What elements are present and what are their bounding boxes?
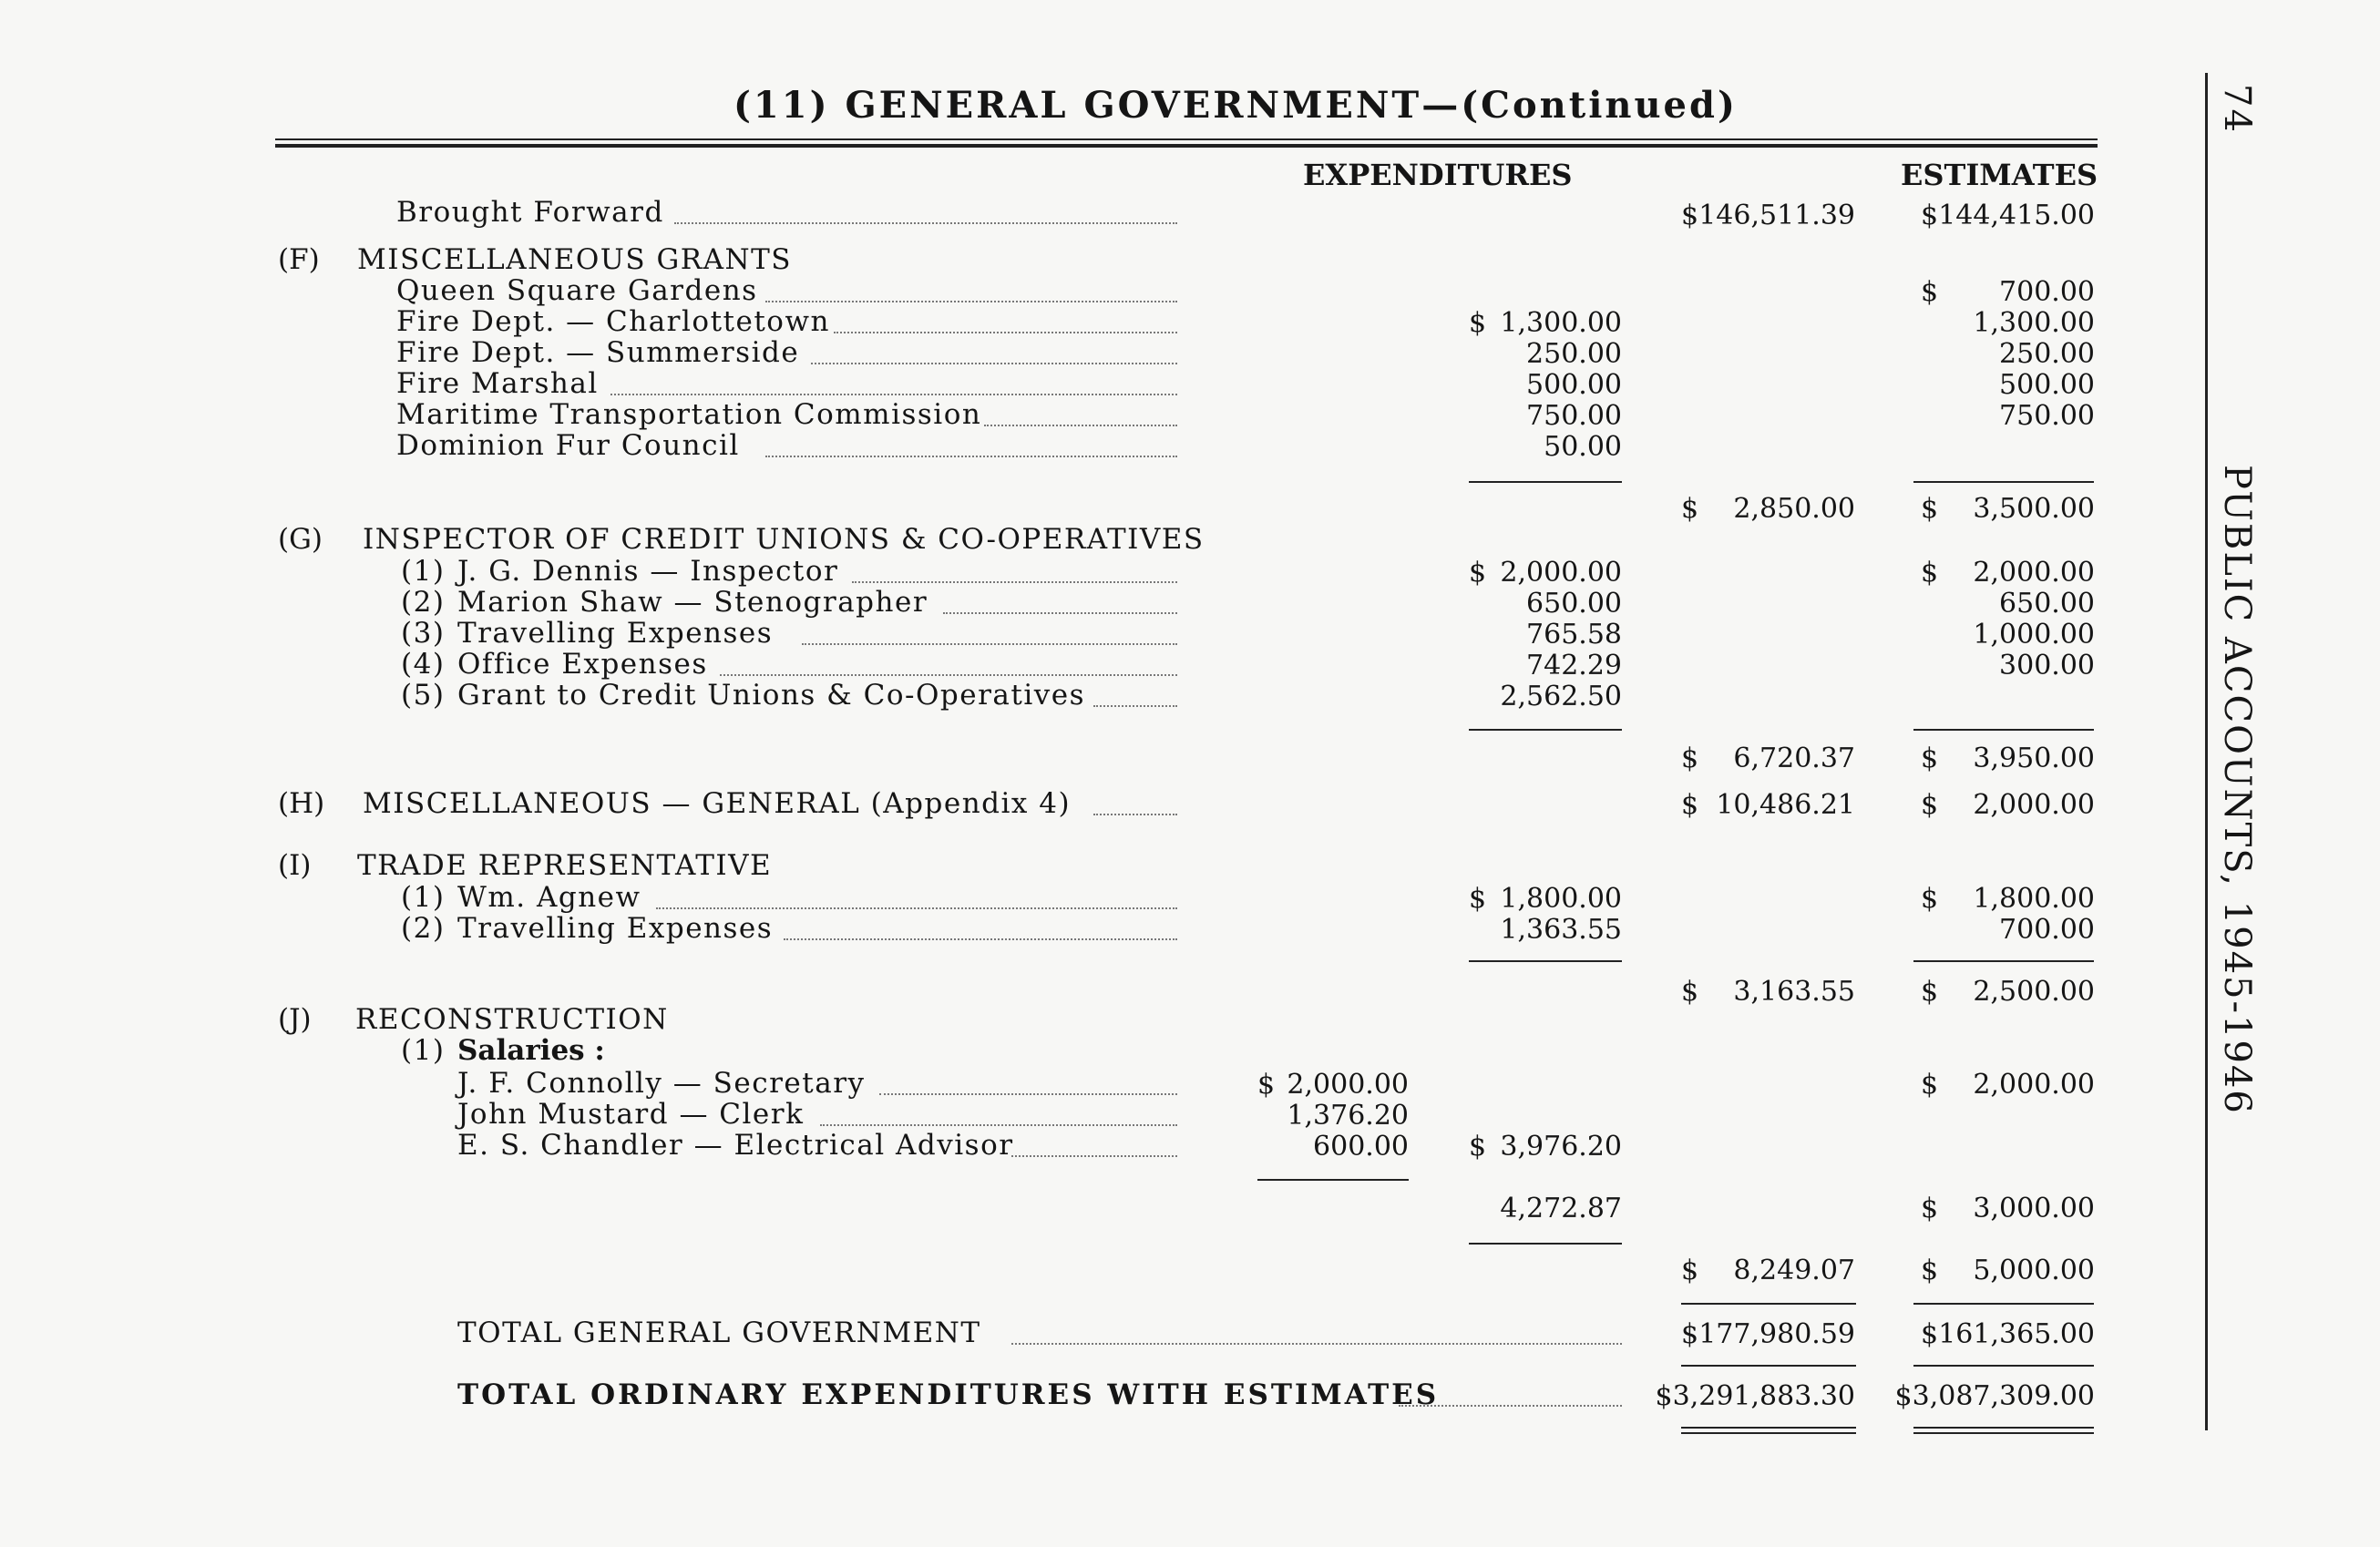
item-detail: 600.00 [1313,1131,1409,1163]
item-amount: 650.00 [1526,588,1622,620]
currency-symbol: $ [1921,1255,1939,1286]
item-estimate: 500.00 [1999,369,2095,401]
leader-dots [674,222,1177,224]
item-estimate: 2,000.00 [1973,1069,2095,1101]
section-estimate-total: 3,950.00 [1973,743,2095,774]
leader-dots [834,332,1177,333]
item-estimate: 700.00 [1999,276,2095,308]
leader-dots [720,674,1177,676]
currency-symbol: $ [1921,557,1939,589]
item-label: J. F. Connolly — Secretary [457,1067,866,1100]
currency-symbol: $ [1921,883,1939,915]
subtotal-rule [1469,729,1622,731]
item-amount: 3,976.20 [1500,1131,1622,1163]
currency-symbol: $ [1469,557,1487,589]
item-amount: 1,363.55 [1500,914,1622,946]
leader-dots [656,907,1177,909]
title-rule-bottom [275,144,2098,148]
item-number: (1) [401,555,446,588]
currency-symbol: $ [1681,1255,1699,1286]
section-heading: MISCELLANEOUS — GENERAL (Appendix 4) [363,787,1072,820]
leader-dots [852,581,1177,583]
side-header: PUBLIC ACCOUNTS, 1945-1946 [2216,465,2258,1115]
currency-symbol: $ [1921,1318,1939,1350]
item-number: (4) [401,648,446,681]
currency-symbol: $ [1257,1069,1276,1101]
currency-symbol: $ [1921,276,1939,308]
leader-dots [784,938,1177,940]
item-label: Queen Square Gardens [396,274,758,307]
leader-dots [1011,1155,1177,1157]
item-label: Fire Dept. — Charlottetown [396,305,830,338]
leader-dots [879,1093,1177,1095]
item-detail: 1,376.20 [1287,1100,1409,1132]
item-detail: 2,000.00 [1287,1069,1409,1101]
section-heading: MISCELLANEOUS GRANTS [357,243,793,276]
leader-dots [820,1124,1177,1126]
subtotal-rule [1913,960,2094,962]
total-rule [1913,1365,2094,1367]
item-estimate: 300.00 [1999,650,2095,681]
currency-symbol: $ [1921,789,1939,821]
section-letter: (I) [278,849,312,882]
section-letter: (G) [278,523,323,556]
item-number: (3) [401,617,446,650]
total-rule [1913,1303,2094,1305]
item-number: (2) [401,586,446,619]
estimates-header: ESTIMATES [1901,158,2098,192]
currency-symbol: $ [1681,1318,1699,1350]
currency-symbol: $ [1681,743,1699,774]
item-estimate: 250.00 [1999,338,2095,370]
total-ordinary-label: TOTAL ORDINARY EXPENDITURES WITH ESTIMATES [457,1378,1440,1411]
currency-symbol: $ [1681,789,1699,821]
section-letter: (H) [278,787,325,820]
section-total: 2,850.00 [1733,493,1855,525]
currency-symbol: $ [1681,493,1699,525]
section-total: 8,249.07 [1733,1255,1855,1286]
leader-dots [1011,1343,1622,1345]
item-number: (5) [401,679,446,712]
detail-rule [1257,1179,1409,1181]
currency-symbol: $ [1921,1069,1939,1101]
item-estimate: 1,000.00 [1973,619,2095,651]
item-estimate: 700.00 [1999,914,2095,946]
item-label: John Mustard — Clerk [457,1098,805,1131]
item-amount: 742.29 [1526,650,1622,681]
item-label: Marion Shaw — Stenographer [457,586,928,619]
leader-dots [1093,705,1177,707]
leader-dots [610,394,1177,395]
side-page-number: 74 [2216,84,2258,134]
other-amount: 4,272.87 [1500,1193,1622,1224]
item-amount: 1,800.00 [1500,883,1622,915]
currency-symbol: $ [1921,200,1939,231]
section-total: 10,486.21 [1716,789,1855,821]
item-amount: 500.00 [1526,369,1622,401]
item-label: Fire Dept. — Summerside [396,336,800,369]
item-label: Dominion Fur Council [396,429,740,462]
section-heading: INSPECTOR OF CREDIT UNIONS & CO-OPERATIVES [363,523,1205,556]
subtotal-rule [1469,481,1622,483]
total-rule [1681,1365,1856,1367]
section-estimate-total: 2,500.00 [1973,976,2095,1008]
item-estimate: 650.00 [1999,588,2095,620]
final-rule [1681,1427,1856,1429]
page-title: (11) GENERAL GOVERNMENT—(Continued) [733,84,1738,127]
item-amount: 1,300.00 [1500,307,1622,339]
currency-symbol: $ [1469,883,1487,915]
item-number: (1) [401,881,446,914]
leader-dots [802,643,1177,645]
leader-dots [1399,1405,1622,1407]
leader-dots [811,363,1177,364]
section-estimate-total: 2,000.00 [1973,789,2095,821]
item-estimate: 2,000.00 [1973,557,2095,589]
final-rule [1913,1427,2094,1429]
brought-forward-label: Brought Forward [396,196,664,229]
item-label: Fire Marshal [396,367,599,400]
final-rule [1913,1432,2094,1434]
subtotal-rule [1469,960,1622,962]
item-label: J. G. Dennis — Inspector [457,555,839,588]
section-letter: (J) [278,1003,312,1036]
other-estimate: 3,000.00 [1973,1193,2095,1224]
leader-dots [765,301,1177,302]
item-amount: 765.58 [1526,619,1622,651]
final-rule [1681,1432,1856,1434]
leader-dots [1093,814,1177,815]
total-general-label: TOTAL GENERAL GOVERNMENT [457,1316,981,1349]
item-amount: 50.00 [1544,431,1622,463]
item-label: Wm. Agnew [457,881,641,914]
expenditures-header: EXPENDITURES [1303,158,1573,192]
item-label: Travelling Expenses [457,617,774,650]
item-amount: 250.00 [1526,338,1622,370]
total-general-amount: 177,980.59 [1698,1318,1855,1350]
currency-symbol: $ [1469,1131,1487,1163]
item-label: Grant to Credit Unions & Co-Operatives [457,679,1086,712]
item-label: Travelling Expenses [457,912,774,945]
item-amount: 2,562.50 [1500,681,1622,712]
subtotal-rule [1469,1243,1622,1245]
currency-symbol: $ [1681,976,1699,1008]
item-label: E. S. Chandler — Electrical Advisor [457,1129,1014,1162]
item-amount: 2,000.00 [1500,557,1622,589]
leader-dots [943,612,1177,614]
item-label: Maritime Transportation Commission [396,398,982,431]
item-number: (2) [401,912,446,945]
currency-symbol: $ [1921,743,1939,774]
title-rule-top [275,138,2098,140]
subsection-heading: Salaries : [457,1034,605,1067]
total-rule [1681,1303,1856,1305]
leader-dots [984,425,1177,426]
total-general-estimate: 161,365.00 [1938,1318,2095,1350]
total-ordinary-amount: $3,291,883.30 [1655,1380,1855,1412]
total-ordinary-estimate: $3,087,309.00 [1894,1380,2095,1412]
subtotal-rule [1913,729,2094,731]
item-estimate: 1,300.00 [1973,307,2095,339]
subtotal-rule [1913,481,2094,483]
item-amount: 750.00 [1526,400,1622,432]
section-letter: (F) [278,243,320,276]
section-estimate-total: 5,000.00 [1973,1255,2095,1286]
section-heading: RECONSTRUCTION [355,1003,669,1036]
brought-forward-estimate: 144,415.00 [1938,200,2095,231]
currency-symbol: $ [1681,200,1699,231]
section-heading: TRADE REPRESENTATIVE [357,849,773,882]
currency-symbol: $ [1921,493,1939,525]
leader-dots [765,456,1177,457]
currency-symbol: $ [1921,1193,1939,1224]
item-number: (1) [401,1034,446,1067]
item-estimate: 750.00 [1999,400,2095,432]
item-label: Office Expenses [457,648,708,681]
item-estimate: 1,800.00 [1973,883,2095,915]
side-rule [2205,73,2208,1430]
section-total: 3,163.55 [1733,976,1855,1008]
currency-symbol: $ [1469,307,1487,339]
section-estimate-total: 3,500.00 [1973,493,2095,525]
brought-forward-total: 146,511.39 [1698,200,1855,231]
section-total: 6,720.37 [1733,743,1855,774]
currency-symbol: $ [1921,976,1939,1008]
